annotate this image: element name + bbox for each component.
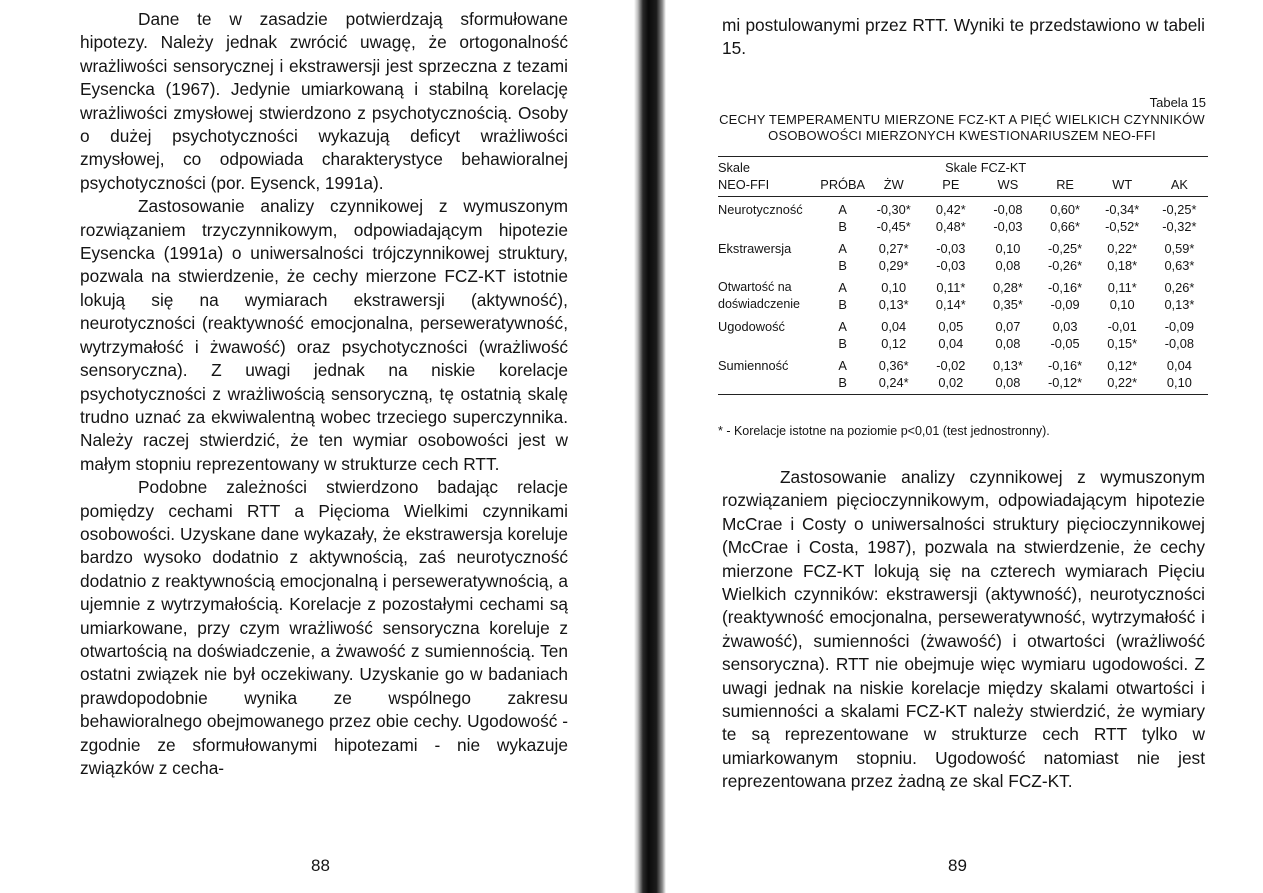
table-cell: 0,10 (1151, 374, 1208, 395)
table-cell: 0,08 (979, 374, 1036, 395)
paragraph: Zastosowanie analizy czynnikowej z wymuszonym rozwiązaniem pięcioczynnikowym, odpowiadającym hipotezie McCrae i Costy o uniwersalności struktury pięcioczynnikowej (McCrae i Costa, 1987), pozwala na stwierdzenie, że cechy mierzone FCZ-KT lokują się na czterech wymiarach Pięciu Wielkich czynników: ekstrawersji (aktywność), neurotyczności (reaktywność emocjonalna, perseweratywność, wytrzymałość i żwawość), sumienności (żwawość) i otwartości (wrażliwość sensoryczna). RTT nie obejmuje więc wymiaru ugodowości. Z uwagi jednak na niskie korelacje między skalami otwartości i sumienności a skalami FCZ-KT należy stwierdzić, że wymiary te są reprezentowane w strukturze cech RTT tylko w umiarkowanym stopniu. Ugodowość natomiast nie jest reprezentowana przez żadną ze skal FCZ-KT. (722, 467, 1205, 792)
row-sample: A (838, 202, 847, 217)
table-cell: -0,08 (1164, 336, 1194, 351)
table-cell: -0,30* (876, 202, 911, 217)
table-cell: 0,59* (1164, 241, 1195, 256)
right-page-text (722, 466, 1205, 794)
table-cell: 0,07 (995, 319, 1021, 334)
table-row (718, 257, 1208, 274)
table-cell: -0,08 (993, 202, 1023, 217)
table-cell: 0,35* (993, 297, 1023, 312)
column-header: ŻW (865, 176, 922, 197)
paragraph: Dane te w zasadzie potwierdzają sformułowane hipotezy. Należy jednak zwrócić uwagę, że ortogonalność wrażliwości sensorycznej i ekstrawersji jest sprzeczna z tezami Eysencka (1967). Jedynie umiarkowaną i stabilną korelację wrażliwości zmysłowej stwierdzono z psychotycznością. Osoby o dużej psychotyczności wykazują deficyt wrażliwości zmysłowej, co odpowiada charakterystyce behawioralnej psychotyczności (por. Eysenck, 1991a). (80, 9, 568, 193)
column-header: AK (1151, 176, 1208, 197)
page-number-right: 89 (948, 856, 967, 875)
table-cell: 0,27* (878, 241, 909, 256)
table-cell: 0,48* (935, 219, 966, 234)
table-row (718, 352, 1208, 374)
right-page-intro (722, 14, 1205, 61)
row-sample: B (838, 219, 847, 234)
table-cell: -0,01 (1107, 319, 1137, 334)
book-spine (634, 0, 666, 893)
table-cell: -0,09 (1164, 319, 1194, 334)
table-header-proba: PRÓBA (820, 176, 865, 197)
table-cell: 0,08 (995, 336, 1021, 351)
table-cell: -0,02 (936, 358, 966, 373)
table-row (718, 235, 1208, 257)
table-row (718, 296, 1208, 313)
row-sample: A (838, 280, 847, 295)
table-cell: 0,13* (878, 297, 909, 312)
table-header-fcz: Skale FCZ-KT (865, 157, 1208, 177)
table-row (718, 218, 1208, 235)
table-row (718, 197, 1208, 219)
table-cell: 0,12* (1107, 358, 1138, 373)
row-sample: A (838, 358, 847, 373)
table-cell: 0,28* (993, 280, 1023, 295)
table-cell: 0,04 (938, 336, 964, 351)
column-header: WS (979, 176, 1036, 197)
column-header: WT (1094, 176, 1151, 197)
row-scale-name: Ekstrawersja (718, 241, 792, 256)
table-cell: 0,14* (935, 297, 966, 312)
table-cell: -0,32* (1162, 219, 1197, 234)
table-cell: 0,42* (935, 202, 966, 217)
table-cell: 0,18* (1107, 258, 1138, 273)
table-cell: 0,29* (878, 258, 909, 273)
table-cell: 0,10 (995, 241, 1021, 256)
paragraph: mi postulowanymi przez RTT. Wyniki te przedstawiono w tabeli 15. (722, 15, 1205, 59)
table-cell: -0,03 (936, 241, 966, 256)
row-sample: B (838, 258, 847, 273)
paragraph: Zastosowanie analizy czynnikowej z wymuszonym rozwiązaniem trzyczynnikowym, odpowiadającym hipotezie Eysencka (1991a) o uniwersalności trójczynnikowej struktury, pozwala na stwierdzenie, że cechy mierzone FCZ-KT istotnie lokują się na wymiarach ekstrawersji (aktywność), neurotyczności (reaktywność emocjonalna, perseweratywność, wytrzymałość i żwawość) oraz psychotyczności (wrażliwość sensoryczna). Z uwagi jednak na niskie korelacje psychotyczności z wrażliwością sensoryczną, tę ostatnią skalę trudno uznać za ekwiwalentną wobec trzeciego superczynnika. Należy raczej stwierdzić, że ten wymiar osobowości jest w małym stopniu reprezentowany w strukturze cech RTT. (80, 196, 568, 474)
table-cell: 0,08 (995, 258, 1021, 273)
table-cell: -0,03 (936, 258, 966, 273)
table-cell: -0,25* (1162, 202, 1197, 217)
row-sample: A (838, 241, 847, 256)
table-cell: 0,10 (1109, 297, 1135, 312)
table-cell: 0,22* (1107, 241, 1138, 256)
table-row (718, 274, 1208, 296)
table-cell: 0,26* (1164, 280, 1195, 295)
row-scale-name: Sumienność (718, 358, 789, 373)
table-cell: -0,03 (993, 219, 1023, 234)
table-cell: 0,36* (878, 358, 909, 373)
row-sample: B (838, 336, 847, 351)
table-cell: 0,11* (936, 280, 966, 295)
table-cell: -0,45* (876, 219, 911, 234)
row-sample: B (820, 374, 865, 395)
correlation-table (718, 156, 1208, 395)
column-header: RE (1037, 176, 1094, 197)
table-cell: 0,13* (1164, 297, 1195, 312)
table-cell: 0,11* (1107, 280, 1137, 295)
table-row (718, 374, 1208, 395)
table-cell: -0,16* (1048, 280, 1083, 295)
table-header-neo: NEO-FFI (718, 176, 820, 197)
column-header: PE (922, 176, 979, 197)
row-sample: A (838, 319, 847, 334)
table-cell: 0,04 (881, 319, 907, 334)
row-scale-name (718, 257, 820, 274)
table-cell: 0,04 (1166, 358, 1192, 373)
table-cell: 0,02 (922, 374, 979, 395)
table-cell: -0,05 (1050, 336, 1080, 351)
table-footnote: * - Korelacje istotne na poziomie p<0,01 (test jednostronny). (718, 424, 1050, 438)
left-page-text (80, 8, 568, 780)
row-scale-name (718, 218, 820, 235)
table-cell: -0,26* (1048, 258, 1083, 273)
row-scale-name: Ugodowość (718, 319, 785, 334)
table-cell: 0,66* (1050, 219, 1081, 234)
table-cell: 0,15* (1107, 336, 1138, 351)
table-cell: -0,09 (1050, 297, 1080, 312)
row-scale-name: doświadczenie (718, 297, 800, 311)
row-scale-name: Neurotyczność (718, 202, 803, 217)
table-cell: -0,52* (1105, 219, 1140, 234)
table-cell: 0,24* (865, 374, 922, 395)
table-title: CECHY TEMPERAMENTU MIERZONE FCZ-KT A PIĘĆ WIELKICH CZYNNIKÓW OSOBOWOŚCI MIERZONYCH KWESTIONARIUSZEM NEO-FFI (719, 112, 1205, 143)
table-cell: 0,03 (1052, 319, 1078, 334)
table-cell: -0,16* (1048, 358, 1083, 373)
row-scale-name: Otwartość na (718, 280, 792, 294)
table-label: Tabela 15 (1149, 95, 1206, 110)
table-header-scale: Skale (718, 157, 820, 177)
table-cell: 0,13* (993, 358, 1023, 373)
table-cell: 0,12 (881, 336, 907, 351)
table-cell: 0,60* (1050, 202, 1081, 217)
page-number-left: 88 (311, 856, 330, 875)
table-cell: 0,05 (938, 319, 964, 334)
table-row (718, 335, 1208, 352)
table-cell: 0,63* (1164, 258, 1195, 273)
table-cell: -0,34* (1105, 202, 1140, 217)
table-cell: -0,12* (1037, 374, 1094, 395)
paragraph: Podobne zależności stwierdzono badając relacje pomiędzy cechami RTT a Pięcioma Wielkimi czynnikami osobowości. Uzyskane dane wykazały, że ekstrawersja koreluje bardzo wysoko dodatnio z aktywnością, zaś neurotyczność dodatnio z reaktywnością emocjonalną i perseweratywnością, a ujemnie z wytrzymałością. Korelacje z pozostałymi cechami są umiarkowane, przy czym wrażliwość sensoryczna koreluje z otwartością na doświadczenie, a żwawość z sumiennością. Ten ostatni związek nie był oczekiwany. Uzyskanie go w badaniach prawdopodobnie wynika ze wspólnego zakresu behawioralnego obejmowanego przez obie cechy. Ugodowość - zgodnie ze sformułowanymi hipotezami - nie wykazuje związków z cecha- (80, 477, 568, 778)
table-cell: 0,10 (881, 280, 907, 295)
table-cell: 0,22* (1094, 374, 1151, 395)
row-scale-name (718, 335, 820, 352)
table-cell: -0,25* (1048, 241, 1083, 256)
row-sample: B (838, 297, 847, 312)
table-body (718, 197, 1208, 395)
row-scale-name (718, 374, 820, 395)
table-row (718, 313, 1208, 335)
